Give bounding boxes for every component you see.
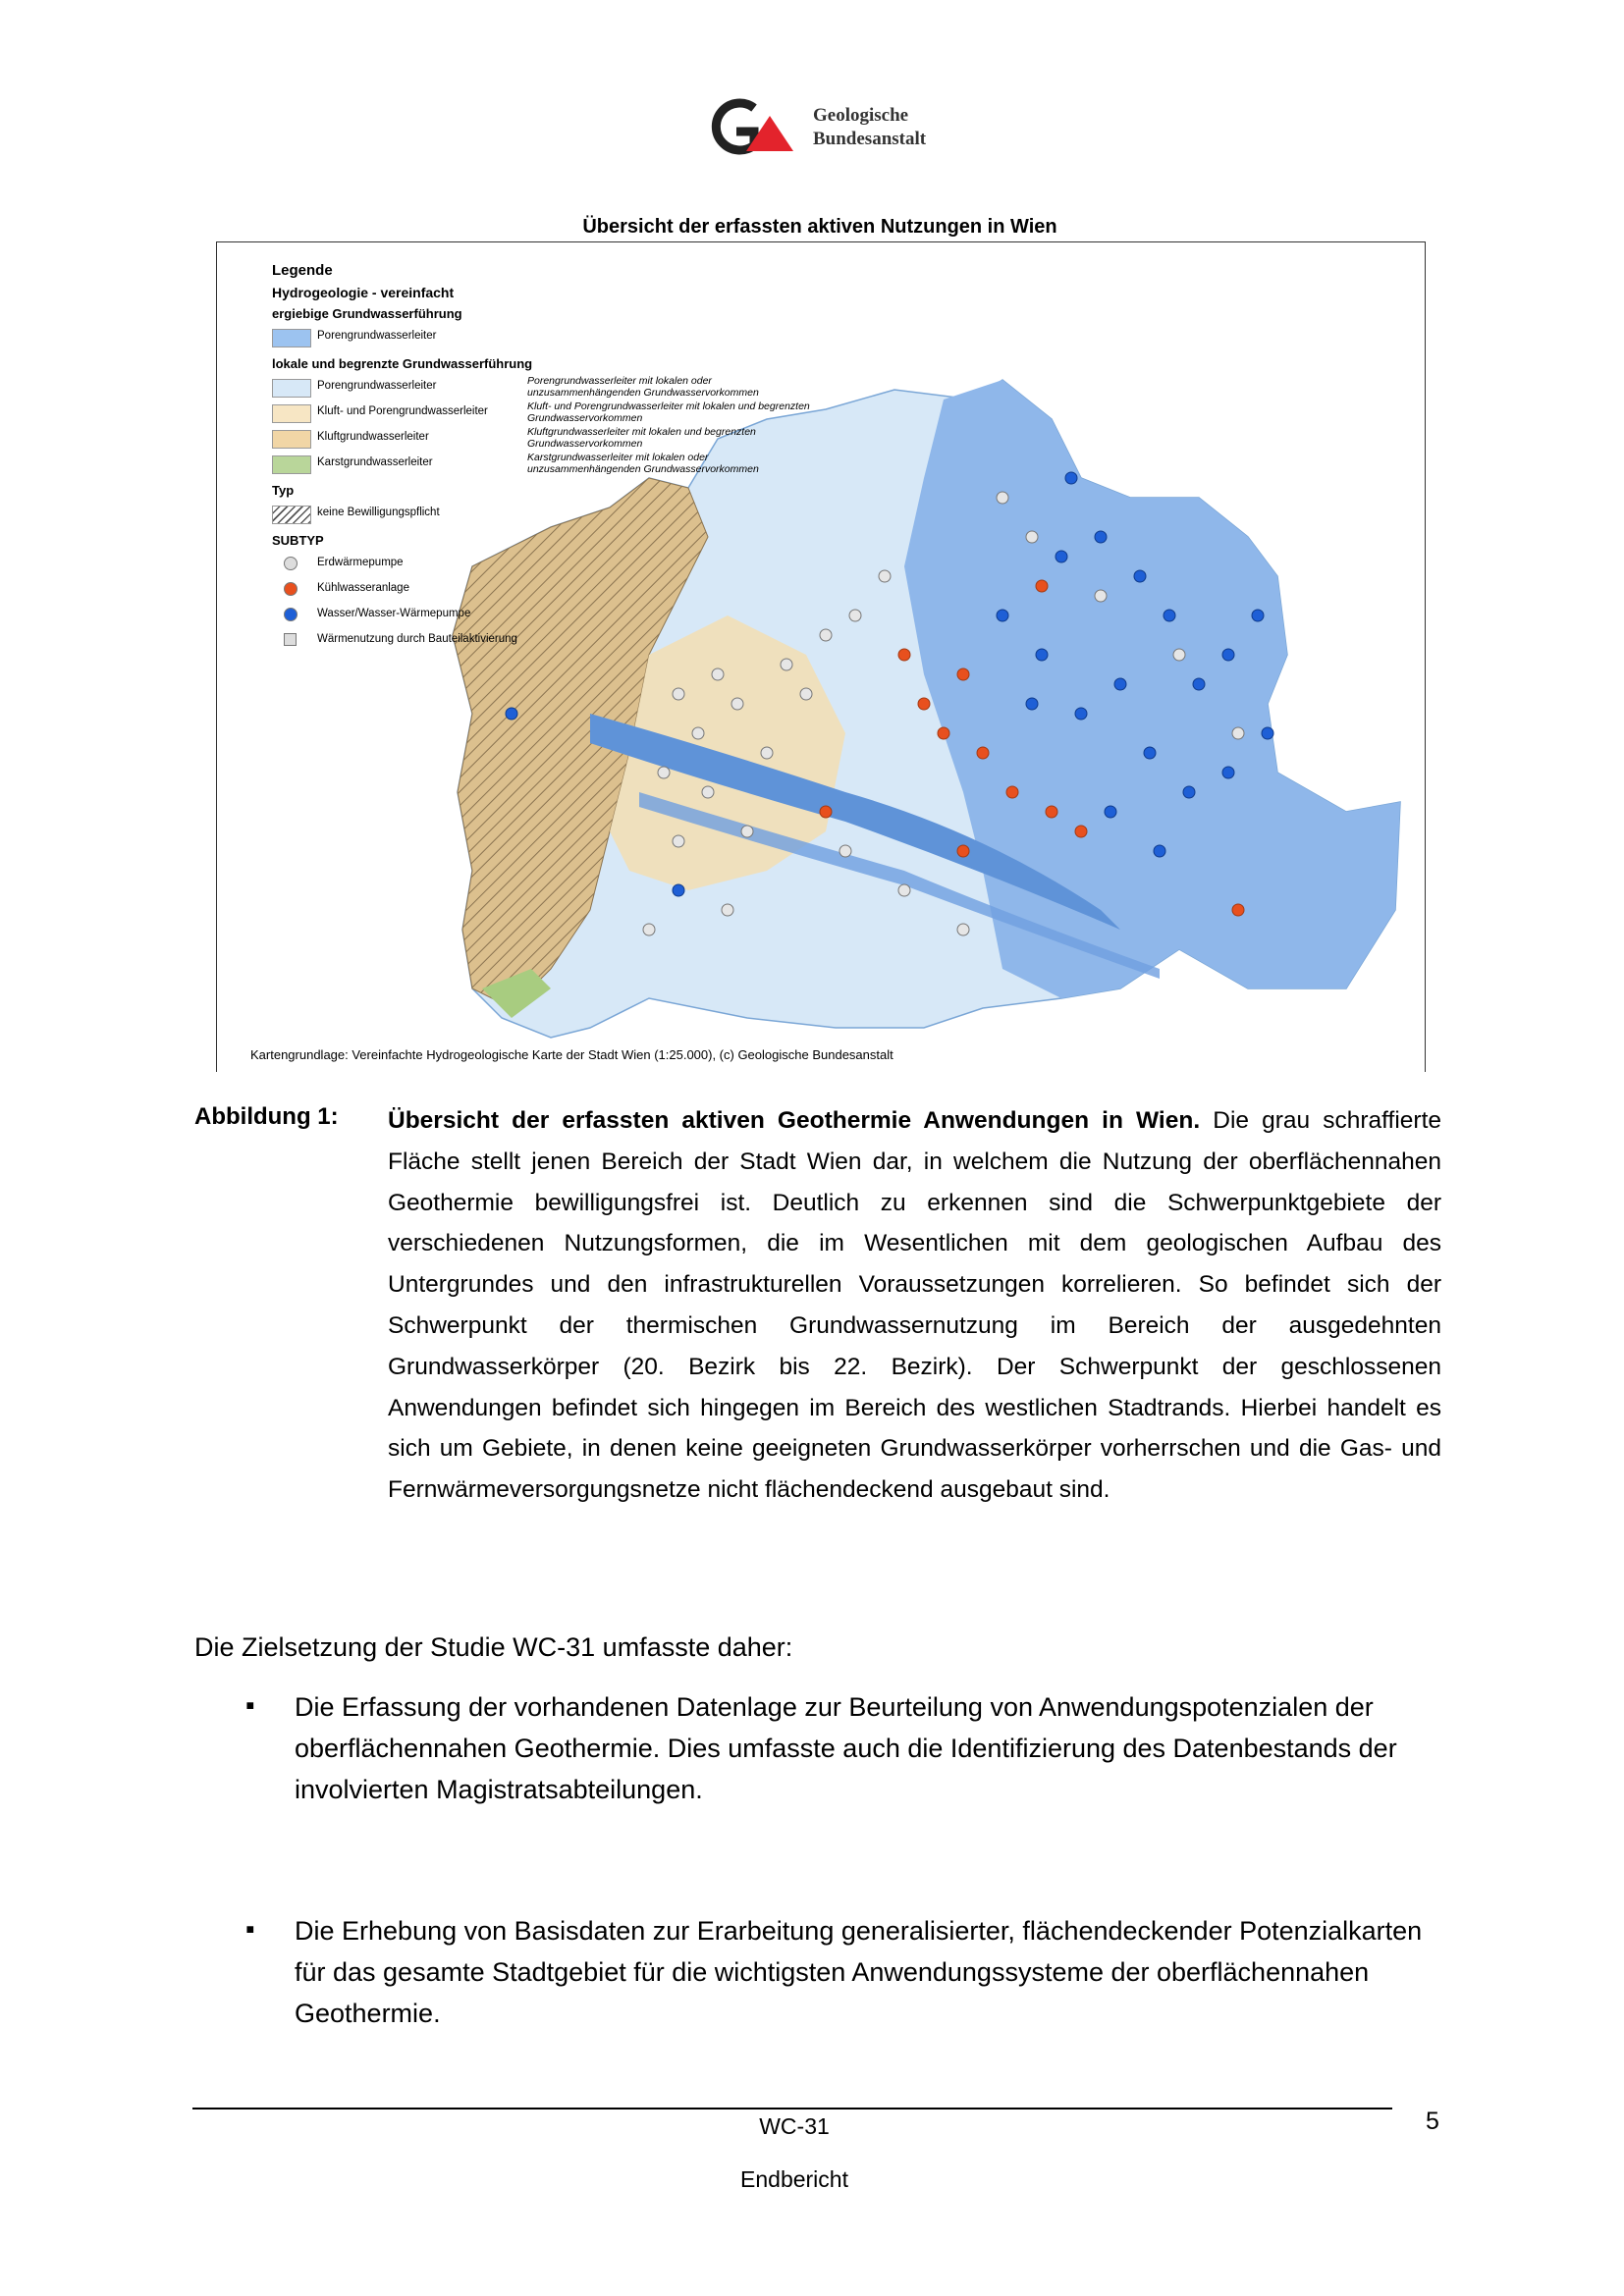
page-number: 5	[1426, 2108, 1439, 2135]
legend-label: keine Bewilligungspflicht	[317, 507, 440, 518]
legend-typ-heading: Typ	[272, 483, 295, 498]
legend-label: Kühlwasseranlage	[317, 582, 409, 594]
legend-hydro-heading: Hydrogeologie - vereinfacht	[272, 285, 455, 300]
legend-dot-blue	[284, 608, 298, 621]
figure-title: Übersicht der erfassten aktiven Geothermie Anwendungen in Wien.	[388, 1107, 1201, 1134]
legend-dot-orange	[284, 582, 298, 596]
figure-caption	[388, 1100, 1441, 1511]
legend-label: Karstgrundwasserleiter	[317, 456, 433, 468]
gba-logo	[703, 94, 939, 159]
legend-label: Kluft- und Porengrundwasserleiter	[317, 405, 488, 417]
legend-label: Erdwärmepumpe	[317, 557, 404, 568]
legend-label: Porengrundwasserleiter	[317, 380, 437, 392]
bullet-marker: ▪	[245, 1914, 255, 1944]
legend-desc: Kluft- und Porengrundwasserleiter mit lokalen und begrenzten Grundwasservorkommen	[527, 400, 810, 424]
map-legend	[272, 254, 822, 654]
legend-dot-grey	[284, 557, 298, 570]
legend-swatch-hatched	[272, 506, 311, 524]
legend-swatch	[272, 329, 311, 347]
legend-swatch	[272, 404, 311, 423]
legend-label: Kluftgrundwasserleiter	[317, 431, 429, 443]
map-source-caption: Kartengrundlage: Vereinfachte Hydrogeologische Karte der Stadt Wien (1:25.000), (c) Geologische Bundesanstalt	[250, 1047, 893, 1062]
legend-item	[272, 628, 822, 654]
footer-report: Endbericht	[740, 2166, 848, 2192]
bullet-marker: ▪	[245, 1690, 255, 1720]
legend-desc: Kluftgrundwasserleiter mit lokalen und begrenzten Grundwasservorkommen	[527, 426, 756, 450]
legend-item	[272, 577, 822, 603]
legend-item	[272, 400, 822, 426]
legend-subtyp-heading: SUBTYP	[272, 533, 324, 548]
legend-label: Wasser/Wasser-Wärmepumpe	[317, 608, 471, 619]
legend-item	[272, 452, 822, 477]
figure-body: Die grau schraffierte Fläche stellt jenen Bereich der Stadt Wien dar, in welchem die Nutzung der oberflächennahen Geothermie bewilligungsfrei ist. Deutlich zu erkennen sind die Schwerpunktgebiete der verschiedenen Nutzungsformen, die im Wesentlichen mit dem geologischen Aufbau des Untergrundes und den infrastrukturellen Voraussetzungen korrelieren. So befindet sich der Schwerpunkt der thermischen Grundwassernutzung im Bereich der ausgedehnten Grundwasserkörper (20. Bezirk bis 22. Bezirk). Der Schwerpunkt der geschlossenen Anwendungen befindet sich hingegen im Bereich des westlichen Stadtrands. Hierbei handelt es sich um Gebiete, in denen keine geeigneten Grundwasserkörper vorherrschen und die Gas- und Fernwärmeversorgungsnetze nicht flächendeckend ausgebaut sind.	[388, 1107, 1441, 1504]
legend-group-2: lokale und begrenzte Grundwasserführung	[272, 356, 533, 371]
legend-label: Wärmenutzung durch Bauteilaktivierung	[317, 633, 517, 645]
figure-label: Abbildung 1:	[194, 1103, 339, 1130]
legend-item	[272, 325, 822, 350]
logo-line-1: Geologische	[813, 105, 909, 126]
bullet-item-1: Die Erfassung der vorhandenen Datenlage zur Beurteilung von Anwendungspotenzialen der oberflächennahen Geothermie. Dies umfasste auch die Identifizierung des Datenbestands der involvierten Magistratsabteilungen.	[295, 1692, 1397, 1804]
legend-swatch	[272, 455, 311, 474]
legend-heading: Legende	[272, 262, 333, 279]
legend-swatch	[272, 379, 311, 398]
legend-desc: Porengrundwasserleiter mit lokalen oder unzusammenhängenden Grundwasservorkommen	[527, 375, 759, 399]
legend-desc: Karstgrundwasserleiter mit lokalen oder unzusammenhängenden Grundwasservorkommen	[527, 452, 759, 475]
map-figure	[216, 241, 1426, 1072]
legend-item	[272, 603, 822, 628]
gba-logo-mark	[703, 94, 801, 159]
legend-square-grey	[284, 633, 297, 646]
legend-item	[272, 375, 822, 400]
legend-group-1: ergiebige Grundwasserführung	[272, 306, 462, 321]
logo-line-2: Bundesanstalt	[813, 129, 927, 149]
legend-item	[272, 426, 822, 452]
legend-swatch	[272, 430, 311, 449]
map-title: Übersicht der erfassten aktiven Nutzungen in Wien	[582, 216, 1057, 238]
footer-divider	[192, 2108, 1392, 2109]
intro-paragraph: Die Zielsetzung der Studie WC-31 umfasste daher:	[194, 1632, 793, 1662]
legend-label: Porengrundwasserleiter	[317, 330, 437, 342]
footer-code: WC-31	[759, 2113, 830, 2139]
bullet-item-2: Die Erhebung von Basisdaten zur Erarbeitung generalisierter, flächendeckender Potenzialkarten für das gesamte Stadtgebiet für die wichtigsten Anwendungssysteme der oberflächennahen Geothermie.	[295, 1916, 1423, 2028]
legend-item	[272, 552, 822, 577]
legend-item	[272, 502, 822, 527]
